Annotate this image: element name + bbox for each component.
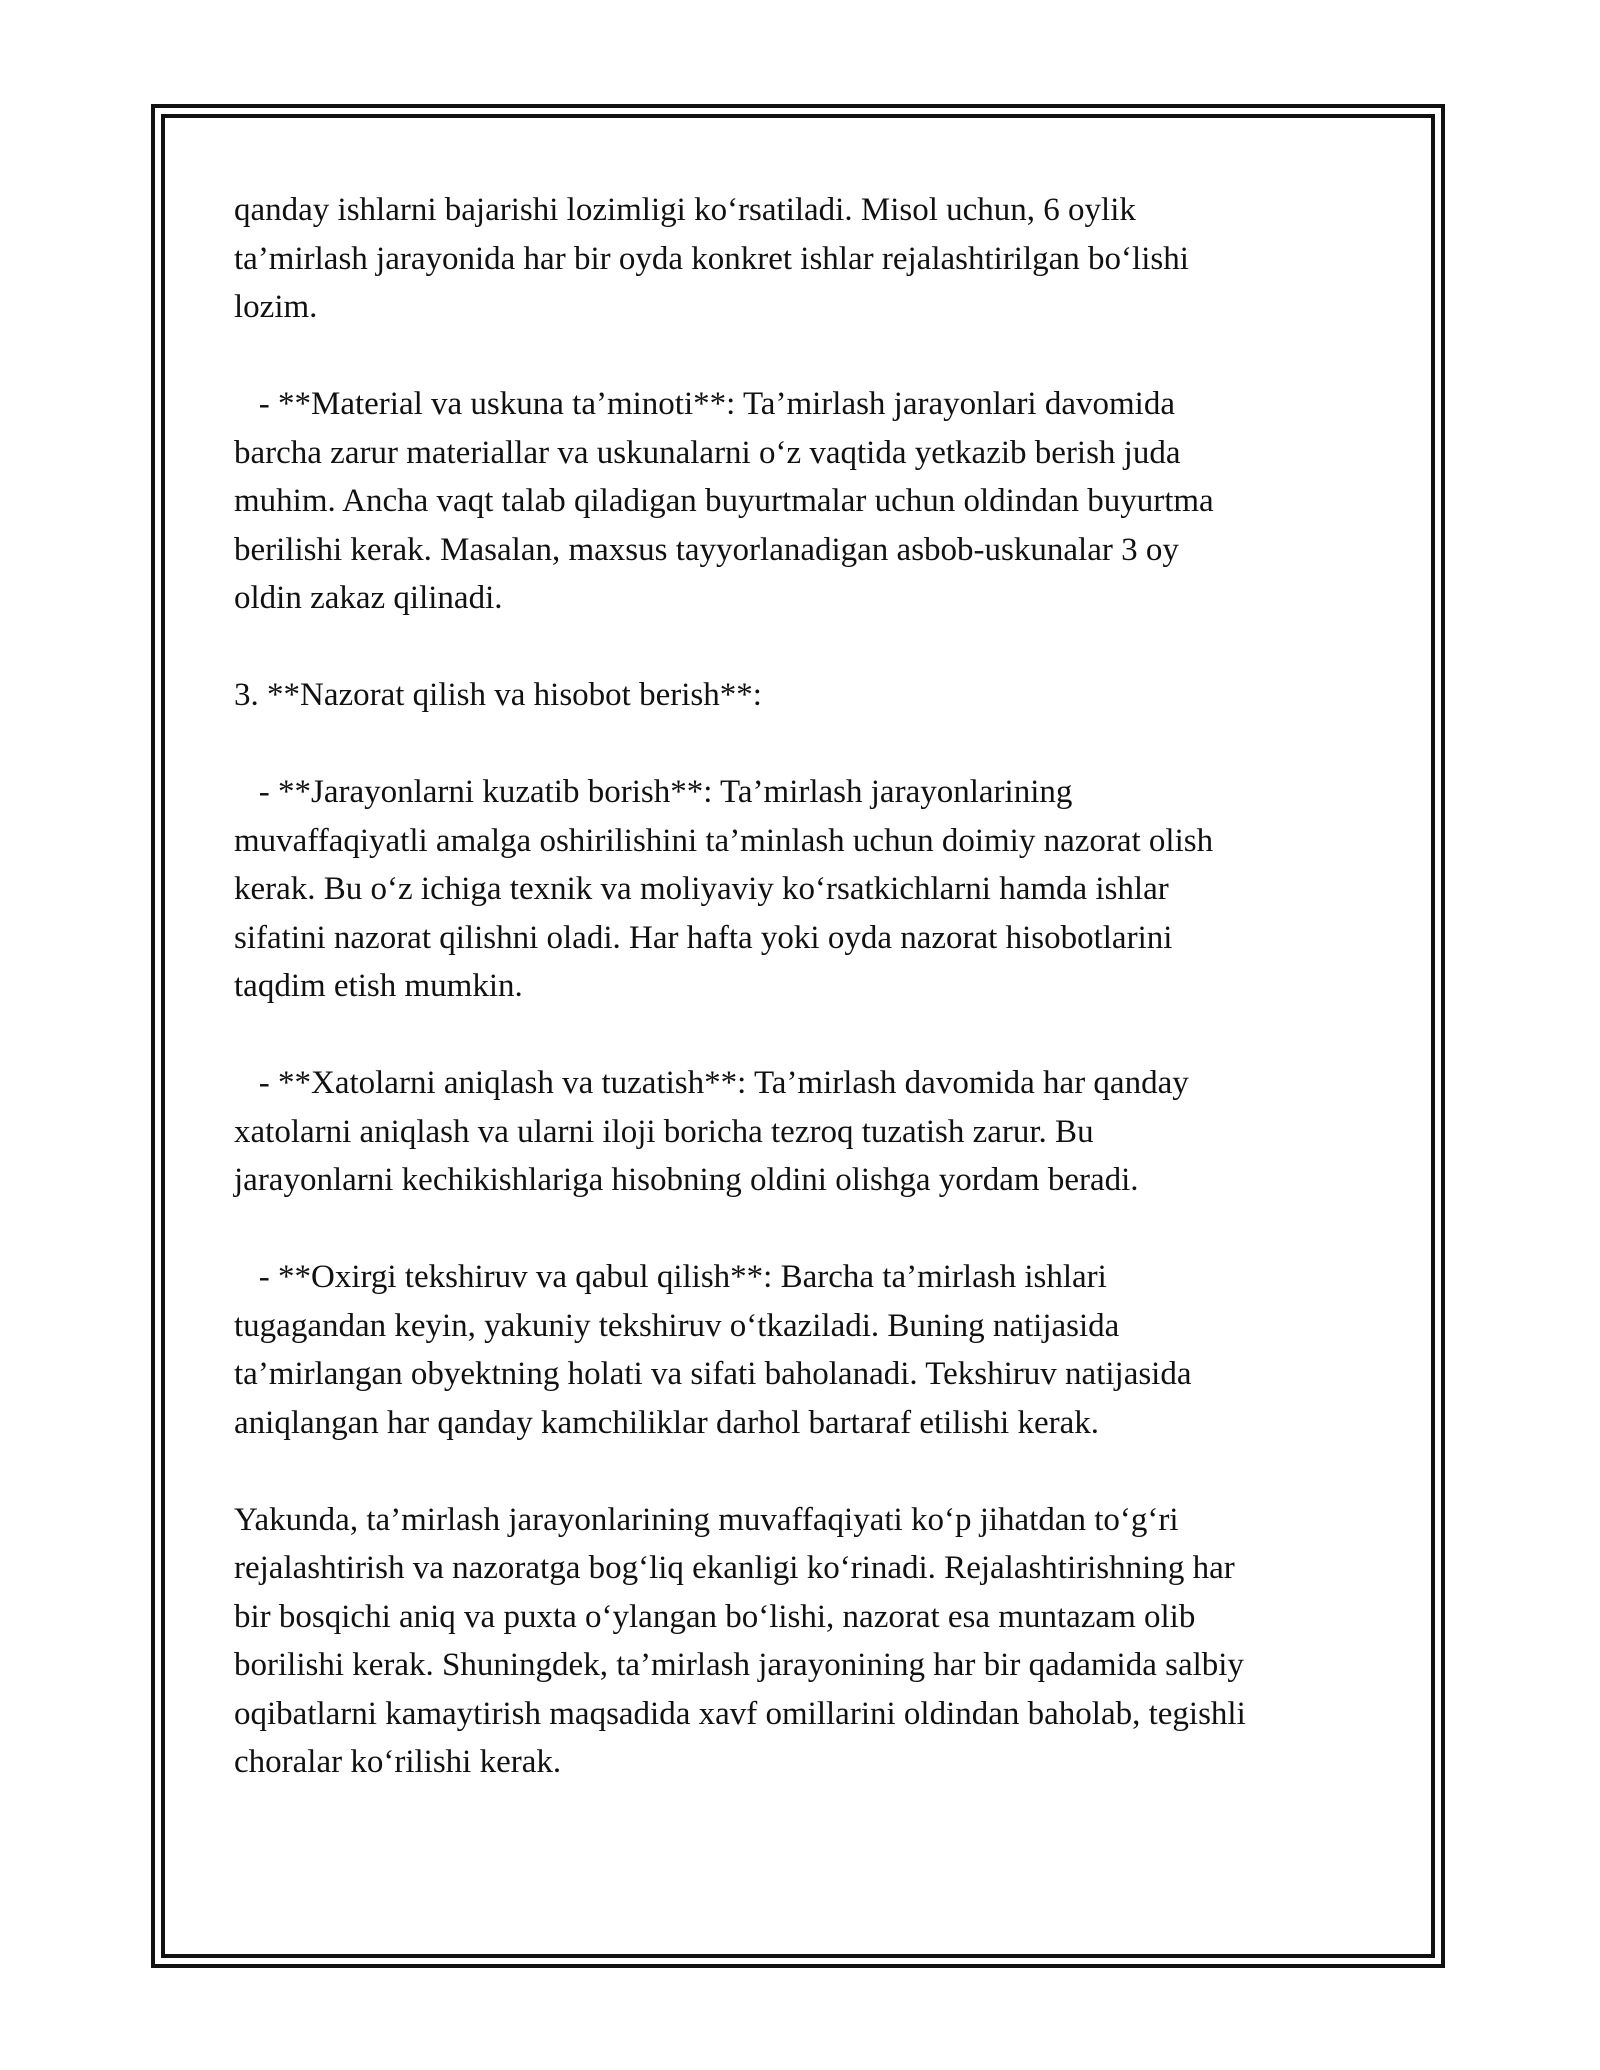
text-line: lozim. [234, 289, 318, 325]
text-line: muhim. Ancha vaqt talab qiladigan buyurtmalar uchun oldindan buyurtma [234, 483, 1214, 519]
text-line: barcha zarur materiallar va uskunalarni o‘z vaqtida yetkazib berish juda [234, 434, 1181, 471]
paragraph-material-supply [234, 380, 1374, 623]
paragraph-intro [234, 186, 1374, 332]
text-line: choralar ko‘rilishi kerak. [234, 1744, 562, 1780]
text-line: muvaffaqiyatli amalga oshirilishini ta’minlash uchun doimiy nazorat olish [234, 822, 1214, 859]
text-line: tugagandan keyin, yakuniy tekshiruv o‘tkaziladi. Buning natijasida [234, 1307, 1120, 1344]
text-line: oldin zakaz qilinadi. [234, 580, 503, 616]
paragraph-final-inspection [234, 1253, 1374, 1447]
text-line: jarayonlarni kechikishlariga hisobning oldini olishga yordam beradi. [234, 1162, 1139, 1198]
paragraph-conclusion [234, 1496, 1374, 1787]
document-body [234, 186, 1374, 1835]
text-line: bir bosqichi aniq va puxta o‘ylangan bo‘lishi, nazorat esa muntazam olib [234, 1598, 1196, 1635]
text-line: kerak. Bu o‘z ichiga texnik va moliyaviy ko‘rsatkichlarni hamda ishlar [234, 871, 1169, 907]
text-line: - **Material va uskuna ta’minoti**: Ta’mirlash jarayonlari davomida [234, 386, 1175, 422]
paragraph-error-correction [234, 1059, 1374, 1205]
text-line: 3. **Nazorat qilish va hisobot berish**: [234, 677, 762, 713]
text-line: aniqlangan har qanday kamchiliklar darhol bartaraf etilishi kerak. [234, 1404, 1099, 1441]
text-line: - **Xatolarni aniqlash va tuzatish**: Ta’mirlash davomida har qanday [234, 1065, 1189, 1101]
text-line: taqdim etish mumkin. [234, 968, 523, 1004]
text-line: ta’mirlash jarayonida har bir oyda konkret ishlar rejalashtirilgan bo‘lishi [234, 240, 1189, 277]
text-line: xatolarni aniqlash va ularni iloji boricha tezroq tuzatish zarur. Bu [234, 1113, 1094, 1150]
text-line: Yakunda, ta’mirlash jarayonlarining muvaffaqiyati ko‘p jihatdan to‘g‘ri [234, 1501, 1179, 1538]
section-heading-control [234, 671, 1374, 720]
text-line: rejalashtirish va nazoratga bog‘liq ekanligi ko‘rinadi. Rejalashtirishning har [234, 1550, 1235, 1586]
text-line: qanday ishlarni bajarishi lozimligi ko‘rsatiladi. Misol uchun, 6 oylik [234, 192, 1136, 228]
text-line: ta’mirlangan obyektning holati va sifati baholanadi. Tekshiruv natijasida [234, 1356, 1192, 1392]
text-line: sifatini nazorat qilishni oladi. Har hafta yoki oyda nazorat hisobotlarini [234, 919, 1173, 956]
text-line: berilishi kerak. Masalan, maxsus tayyorlanadigan asbob-uskunalar 3 oy [234, 531, 1179, 568]
paragraph-monitoring [234, 768, 1374, 1011]
text-line: - **Jarayonlarni kuzatib borish**: Ta’mirlash jarayonlarining [234, 774, 1073, 810]
text-line: borilishi kerak. Shuningdek, ta’mirlash jarayonining har bir qadamida salbiy [234, 1647, 1244, 1683]
text-line: oqibatlarni kamaytirish maqsadida xavf omillarini oldindan baholab, tegishli [234, 1695, 1246, 1732]
text-line: - **Oxirgi tekshiruv va qabul qilish**: Barcha ta’mirlash ishlari [234, 1259, 1107, 1295]
